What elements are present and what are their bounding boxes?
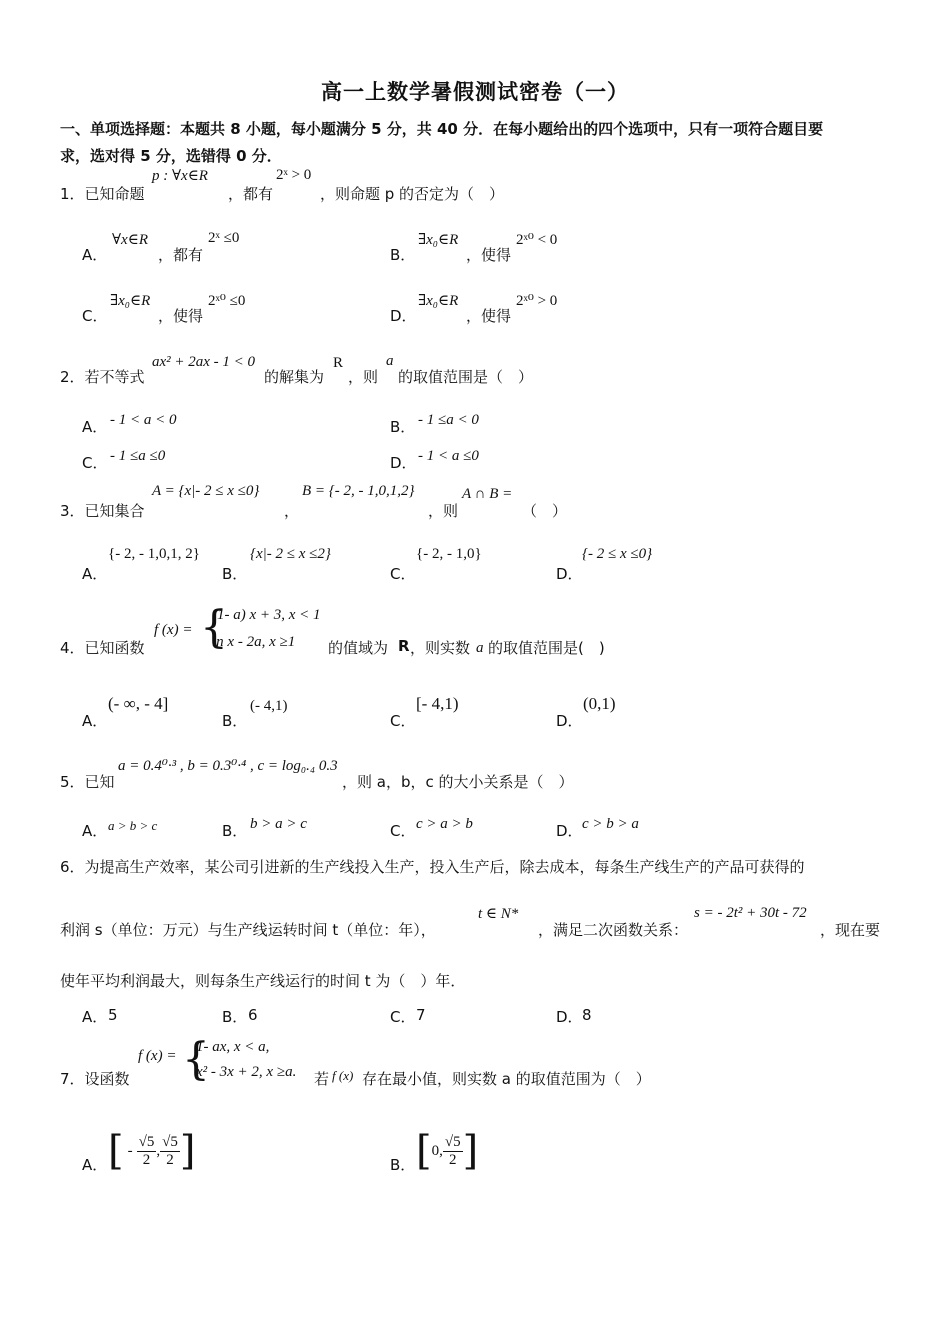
q3-set-A: A = {x|- 2 ≤ x ≤0}	[152, 483, 260, 499]
q4-option-d-value: (0,1)	[583, 694, 616, 713]
q6-math-tN: t ∈ N*	[478, 906, 519, 922]
q4-text3: 的取值范围是( )	[488, 639, 605, 657]
q1-option-a-m1: ∀x∈R	[112, 232, 148, 248]
q7-option-b-value	[416, 1124, 478, 1178]
q2-option-a-value: - 1 < a < 0	[110, 412, 177, 428]
q5-option-c-value: c > a > b	[416, 816, 473, 832]
q3-text2: ，则	[428, 502, 459, 520]
q4-function-name: f (x) =	[154, 622, 193, 638]
q2-option-c-label[interactable]: C．	[82, 454, 108, 472]
q3-option-b-label[interactable]: B．	[222, 565, 248, 583]
q1-option-b-m1: ∃x₀∈R	[418, 232, 459, 248]
q3-number: 3．已知集合	[60, 502, 145, 520]
q5-option-a-label[interactable]: A．	[82, 822, 108, 840]
q5-text1: ，则 a，b，c 的大小关系是（ ）	[342, 773, 574, 791]
q4-option-a-value: (- ∞, - 4]	[108, 694, 169, 713]
q7-option-a-label[interactable]: A．	[82, 1156, 108, 1174]
q7-option-b-fraction	[443, 1134, 463, 1169]
q7-option-a-den2: 2	[166, 1151, 174, 1168]
q3-option-c-label[interactable]: C．	[390, 565, 416, 583]
q3-option-d-value: {- 2 ≤ x ≤0}	[582, 546, 653, 562]
q6-option-a-value: 5	[108, 1006, 118, 1024]
q3-text3: （ ）	[522, 502, 568, 520]
q2-number: 2．若不等式	[60, 368, 145, 386]
q4-option-b-label[interactable]: B．	[222, 712, 248, 730]
q7-number: 7．设函数	[60, 1070, 130, 1088]
page-title: 高一上数学暑假测试密卷（一）	[321, 80, 629, 104]
q2-math-inequality: ax² + 2ax - 1 < 0	[152, 354, 256, 370]
q6-option-c-label[interactable]: C．	[390, 1008, 416, 1026]
q1-option-d-m2: 2ˣ⁰ > 0	[516, 293, 558, 309]
q7-option-b-zero: 0,	[431, 1142, 443, 1159]
q4-option-d-label[interactable]: D．	[556, 712, 583, 730]
q5-option-b-value: b > a > c	[250, 816, 307, 832]
q7-math-fx: f (x)	[332, 1068, 354, 1083]
q3-text1: ，	[284, 502, 300, 520]
q7-option-a-fraction2	[160, 1134, 180, 1169]
q2-text1: 的解集为	[264, 368, 325, 386]
q1-text1: ，都有	[228, 185, 274, 203]
q7-function-name: f (x) =	[138, 1048, 177, 1064]
q2-math-R: R	[333, 355, 344, 371]
q7-option-a-minus: -	[127, 1142, 133, 1159]
q1-option-d-text: ，使得	[466, 307, 512, 325]
q2-text3: 的取值范围是（ ）	[398, 368, 534, 386]
q1-option-a-m2: 2ˣ ≤0	[208, 230, 240, 246]
q4-case1: (1- a) x + 3, x < 1	[212, 607, 321, 623]
q2-option-b-label[interactable]: B．	[390, 418, 416, 436]
q7-option-a-fraction1	[137, 1134, 157, 1169]
q6-line2-part1: 利润 s（单位：万元）与生产线运转时间 t（单位：年），	[60, 921, 436, 939]
q1-text2: ，则命题 p 的否定为（ ）	[320, 185, 505, 203]
q4-number: 4．已知函数	[60, 639, 145, 657]
q1-number: 1．已知命题	[60, 185, 145, 203]
q7-option-a-den1: 2	[142, 1151, 151, 1168]
q1-option-b-m2: 2ˣ⁰ < 0	[516, 232, 558, 248]
q1-option-d-label[interactable]: D．	[390, 307, 417, 325]
q7-option-b-right-bracket: ]	[462, 1128, 479, 1174]
q1-option-c-text: ，使得	[158, 307, 204, 325]
q6-line2-part2: ，满足二次函数关系：	[538, 921, 689, 939]
q7-case1: 1- ax, x < a,	[196, 1039, 270, 1055]
q1-option-a-label[interactable]: A．	[82, 246, 108, 264]
q2-option-b-value: - 1 ≤a < 0	[418, 412, 479, 428]
q3-option-b-value: {x|- 2 ≤ x ≤2}	[250, 546, 331, 562]
q1-option-a-text: ，都有	[158, 246, 204, 264]
q6-option-d-value: 8	[582, 1006, 592, 1024]
q7-option-b-num: √5	[444, 1133, 461, 1150]
q3-option-a-label[interactable]: A．	[82, 565, 108, 583]
q7-brace: {	[182, 1034, 210, 1085]
q7-option-a-left-bracket: [	[108, 1128, 124, 1174]
q2-option-a-label[interactable]: A．	[82, 418, 108, 436]
q4-text1: 的值域为	[328, 639, 389, 657]
q5-math-abc: a = 0.4⁰·³ , b = 0.3⁰·⁴ , c = log₀.₄ 0.3	[118, 758, 338, 774]
q2-option-d-label[interactable]: D．	[390, 454, 417, 472]
q3-option-d-label[interactable]: D．	[556, 565, 583, 583]
q1-option-c-label[interactable]: C．	[82, 307, 108, 325]
q7-option-a-comma: ,	[156, 1142, 161, 1159]
q6-option-d-label[interactable]: D．	[556, 1008, 583, 1026]
q7-option-a-value	[108, 1124, 195, 1178]
q6-line2-part3: ，现在要	[820, 921, 881, 939]
q6-line1: 6．为提高生产效率，某公司引进新的生产线投入生产，投入生产后，除去成本，每条生产线生产的产品可获得的	[60, 858, 805, 876]
q4-option-c-label[interactable]: C．	[390, 712, 416, 730]
q3-option-c-value: {- 2, - 1,0}	[416, 546, 482, 562]
q6-option-c-value: 7	[416, 1006, 426, 1024]
q4-option-a-label[interactable]: A．	[82, 712, 108, 730]
q7-text1: 若	[314, 1070, 330, 1088]
q6-line3: 使年平均利润最大，则每条生产线运行的时间 t 为（ ）年．	[60, 972, 466, 990]
q1-math-2x: 2ˣ > 0	[276, 167, 312, 183]
q4-option-b-value: (- 4,1)	[250, 698, 288, 714]
q4-bold-R: R	[398, 637, 410, 655]
q1-option-c-m2: 2ˣ⁰ ≤0	[208, 293, 246, 309]
q7-case2: x² - 3x + 2, x ≥a.	[196, 1064, 297, 1080]
q3-intersection: A ∩ B =	[462, 486, 513, 502]
q1-option-d-m1: ∃x₀∈R	[418, 293, 459, 309]
q6-option-b-label[interactable]: B．	[222, 1008, 248, 1026]
q5-option-d-label[interactable]: D．	[556, 822, 583, 840]
q7-option-a-num2: √5	[162, 1133, 178, 1150]
q2-text2: ，则	[348, 368, 379, 386]
q3-option-a-value: {- 2, - 1,0,1, 2}	[108, 546, 200, 562]
q5-option-b-label[interactable]: B．	[222, 822, 248, 840]
q7-option-a-right-bracket: ]	[179, 1128, 196, 1174]
q4-brace: {	[200, 602, 228, 653]
q1-option-b-label[interactable]: B．	[390, 246, 416, 264]
q5-option-c-label[interactable]: C．	[390, 822, 416, 840]
section-instructions-line1: 一、单项选择题：本题共 8 小题，每小题满分 5 分，共 40 分．在每小题给出的四个选项中，只有一项符合题目要	[60, 120, 824, 138]
q5-number: 5．已知	[60, 773, 115, 791]
q4-case2: ln x - 2a, x ≥1	[212, 634, 296, 650]
q7-option-a-num1: √5	[138, 1133, 155, 1150]
q1-option-b-text: ，使得	[466, 246, 512, 264]
q4-math-a: a	[476, 640, 484, 656]
q6-math-quadratic: s = - 2t² + 30t - 72	[694, 905, 807, 921]
q7-option-b-den: 2	[448, 1151, 457, 1168]
q7-text2: 存在最小值，则实数 a 的取值范围为（ ）	[362, 1070, 651, 1088]
q2-option-c-value: - 1 ≤a ≤0	[110, 448, 166, 464]
q1-math-p: p : ∀x∈R	[152, 168, 208, 184]
section-instructions-line2: 求，选对得 5 分，选错得 0 分．	[60, 147, 282, 165]
q4-text2: ，则实数	[410, 639, 471, 657]
q5-option-a-value: a > b > c	[108, 818, 158, 833]
q6-option-b-value: 6	[248, 1006, 258, 1024]
q3-set-B: B = {- 2, - 1,0,1,2}	[302, 483, 415, 499]
q2-math-a: a	[386, 353, 394, 369]
q2-option-d-value: - 1 < a ≤0	[418, 448, 479, 464]
q5-option-d-value: c > b > a	[582, 816, 639, 832]
q7-option-b-label[interactable]: B．	[390, 1156, 416, 1174]
q4-option-c-value: [- 4,1)	[416, 694, 459, 713]
q7-option-b-left-bracket: [	[416, 1128, 432, 1174]
q6-option-a-label[interactable]: A．	[82, 1008, 108, 1026]
q1-option-c-m1: ∃x₀∈R	[110, 293, 151, 309]
